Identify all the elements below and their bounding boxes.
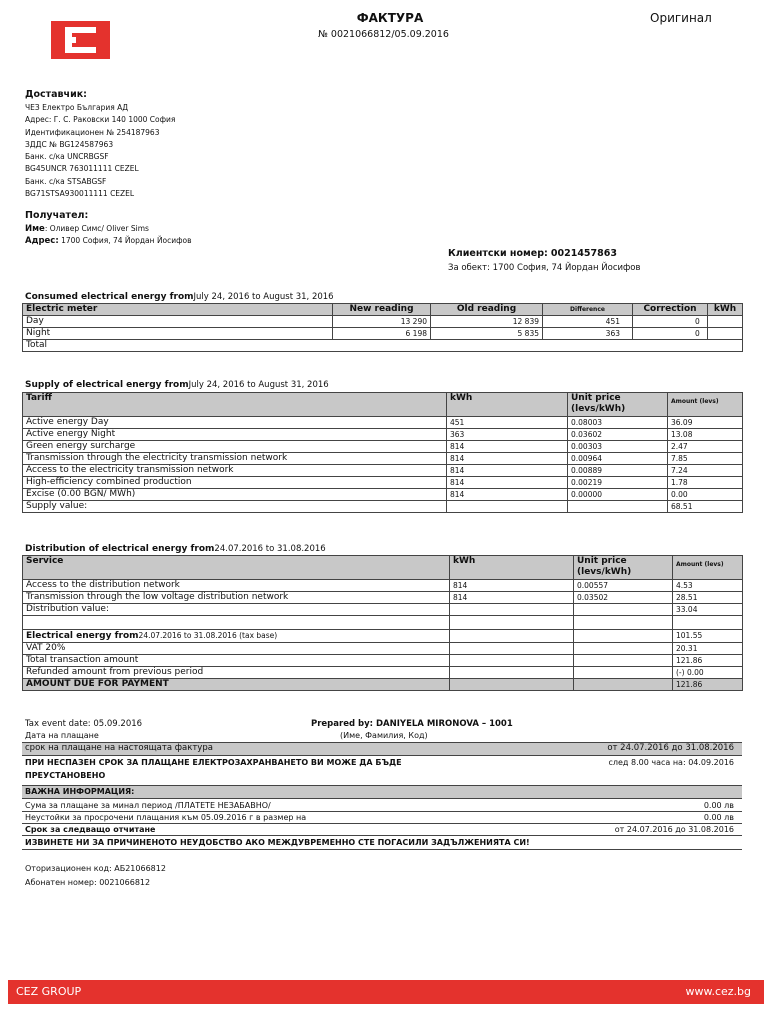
cell: 1.78 <box>668 477 743 489</box>
prev-amount-value: 0.00 лв <box>703 801 734 810</box>
cell: 0.03602 <box>568 429 668 441</box>
table-row <box>23 429 743 441</box>
col-correction: Correction <box>633 304 708 316</box>
cell: 6 198 <box>333 328 431 340</box>
cell: Day <box>23 316 333 328</box>
payment-term-value: от 24.07.2016 до 31.08.2016 <box>607 743 734 753</box>
cell: Active energy Night <box>23 429 447 441</box>
cell <box>333 340 431 352</box>
supplier-line: Адрес: Г. С. Раковски 140 1000 София <box>25 115 176 125</box>
cell: 7.85 <box>668 453 743 465</box>
table-row <box>23 441 743 453</box>
tax-event-date: Tax event date: 05.09.2016 <box>25 719 143 729</box>
cell: 814 <box>447 489 568 501</box>
cell <box>574 630 673 643</box>
col-kwh: kWh <box>447 393 568 417</box>
consumed-title <box>25 292 334 302</box>
client-number <box>448 248 617 259</box>
cell: High-efficiency combined production <box>23 477 447 489</box>
cell <box>574 616 673 630</box>
cell: 13.08 <box>668 429 743 441</box>
consumed-title-bold: Consumed electrical energy from <box>25 292 194 302</box>
col-unit-price-label: Unit price <box>571 393 621 403</box>
tax-base-bold: Electrical energy from <box>26 631 139 641</box>
cell: 2.47 <box>668 441 743 453</box>
table-row <box>23 643 743 655</box>
cell: 0.00219 <box>568 477 668 489</box>
cell <box>633 340 708 352</box>
penalty-row <box>22 812 742 824</box>
cell: 451 <box>543 316 633 328</box>
invoice-title: ФАКТУРА <box>356 11 424 25</box>
warning-line-2: ПРЕУСТАНОВЕНО <box>25 771 106 780</box>
cell: Access to the distribution network <box>23 580 450 592</box>
cell: 0.00557 <box>574 580 673 592</box>
col-unit-price-unit: (levs/kWh) <box>571 404 626 414</box>
supplier-line: Идентификационен № 254187963 <box>25 127 160 137</box>
supplier-line: ЧЕЗ Електро България АД <box>25 103 129 112</box>
warning-text <box>25 756 402 782</box>
cell: 0.00303 <box>568 441 668 453</box>
recipient-name-label: Име <box>25 224 45 234</box>
cez-logo-icon <box>51 21 110 59</box>
footer-bar <box>8 980 764 1004</box>
table-header <box>23 393 743 417</box>
supplier-details <box>25 102 175 200</box>
cell: 68.51 <box>668 501 743 513</box>
recipient-name-value: : Оливер Симс/ Oliver Sims <box>44 224 149 233</box>
cell: Night <box>23 328 333 340</box>
cell <box>450 604 574 616</box>
cell <box>450 616 574 630</box>
cell: 33.04 <box>673 604 743 616</box>
subscriber-number: Абонатен номер: 0021066812 <box>25 878 151 887</box>
consumed-title-period: July 24, 2016 to August 31, 2016 <box>193 292 334 302</box>
supplier-line: BG71STSA930011111 CEZEL <box>25 189 135 199</box>
apology-text: ИЗВИНЕТЕ НИ ЗА ПРИЧИНЕНОТО НЕУДОБСТВО АКО МЕЖДУВРЕМЕННО СТЕ ПОГАСИЛИ ЗАДЪЛЖЕНИЯТА СИ! <box>25 838 530 847</box>
footer-website-link[interactable]: www.cez.bg <box>685 985 751 998</box>
cell: 36.09 <box>668 417 743 429</box>
cell: Supply value: <box>23 501 447 513</box>
cell: 0 <box>633 316 708 328</box>
cell <box>450 679 574 691</box>
cell <box>708 340 743 352</box>
distribution-title <box>25 544 326 554</box>
cell <box>708 328 743 340</box>
supplier-line: BG45UNCR 763011111 CEZEL <box>25 164 139 174</box>
recipient-heading: Получател: <box>25 210 89 221</box>
distribution-table <box>22 555 743 691</box>
cell: Distribution value: <box>23 604 450 616</box>
important-info-heading: ВАЖНА ИНФОРМАЦИЯ: <box>25 787 135 796</box>
cell: (-) 0.00 <box>673 667 743 679</box>
penalty-label: Неустойки за просрочени плащания към 05.09.2016 г в размер на <box>25 813 307 822</box>
cell <box>568 501 668 513</box>
cell: 0.08003 <box>568 417 668 429</box>
warning-value: след 8.00 часа на: 04.09.2016 <box>608 758 734 767</box>
col-tariff: Tariff <box>23 393 447 417</box>
table-row <box>23 667 743 679</box>
table-row <box>23 489 743 501</box>
supply-table <box>22 392 743 513</box>
prev-amount-label: Сума за плащане за минал период /ПЛАТЕТЕ НЕЗАБАВНО/ <box>25 801 271 810</box>
col-unit-price <box>568 393 668 417</box>
table-row <box>23 465 743 477</box>
distribution-title-period: 24.07.2016 to 31.08.2016 <box>214 544 326 554</box>
cell: 814 <box>450 592 574 604</box>
cell: 0.00964 <box>568 453 668 465</box>
table-row <box>23 453 743 465</box>
tax-base-period: 24.07.2016 to 31.08.2016 (tax base) <box>138 631 278 640</box>
table-row <box>23 616 743 630</box>
payment-term-bar <box>22 742 742 756</box>
cell <box>447 501 568 513</box>
col-service: Service <box>23 556 450 580</box>
payment-term-label: срок на плащане на настоящата фактура <box>25 743 213 753</box>
recipient-address-value: 1700 София, 74 Йордан Йосифов <box>58 236 192 245</box>
tax-base-value: 101.55 <box>673 630 743 643</box>
client-number-value: 0021457863 <box>550 248 617 259</box>
cell <box>431 340 543 352</box>
table-row <box>23 592 743 604</box>
table-row <box>23 630 743 643</box>
supplier-heading: Доставчик: <box>25 89 87 100</box>
cell <box>574 655 673 667</box>
col-amount: Amount (levs) <box>673 556 743 580</box>
cell: Transmission through the electricity transmission network <box>23 453 447 465</box>
cell: 12 839 <box>431 316 543 328</box>
col-new-reading: New reading <box>333 304 431 316</box>
cell: 363 <box>447 429 568 441</box>
recipient-name <box>25 223 149 235</box>
table-row <box>23 417 743 429</box>
cell: 451 <box>447 417 568 429</box>
table-header <box>23 304 743 316</box>
cell: Total transaction amount <box>23 655 450 667</box>
cell: 121.86 <box>673 655 743 667</box>
cell: 0.00889 <box>568 465 668 477</box>
col-unit-price-unit: (levs/kWh) <box>577 567 632 577</box>
prepared-by-label: Prepared by <box>311 719 370 729</box>
cell: 0 <box>633 328 708 340</box>
cell <box>708 316 743 328</box>
cell: VAT 20% <box>23 643 450 655</box>
table-row <box>23 604 743 616</box>
original-label: Оригинал <box>650 11 712 25</box>
cell: Excise (0.00 BGN/ MWh) <box>23 489 447 501</box>
cell: Green energy surcharge <box>23 441 447 453</box>
cell: 814 <box>447 477 568 489</box>
apology-row <box>22 837 742 850</box>
next-reading-value: от 24.07.2016 до 31.08.2016 <box>614 825 734 834</box>
cell <box>450 643 574 655</box>
col-difference: Difference <box>543 304 633 316</box>
supply-title <box>25 380 329 390</box>
col-unit-price <box>574 556 673 580</box>
cell <box>450 655 574 667</box>
prev-amount-row <box>22 800 742 812</box>
cell: 20.31 <box>673 643 743 655</box>
cell: 814 <box>450 580 574 592</box>
col-kwh: kWh <box>708 304 743 316</box>
cell: 13 290 <box>333 316 431 328</box>
prepared-by-value: : DANIYELA MIRONOVA – 1001 <box>369 719 513 729</box>
table-row <box>23 316 743 328</box>
cell <box>450 667 574 679</box>
consumed-table <box>22 303 743 352</box>
amount-due-row <box>23 679 743 691</box>
cell <box>543 340 633 352</box>
table-row <box>23 580 743 592</box>
table-row <box>23 328 743 340</box>
cell <box>574 667 673 679</box>
tax-base-label <box>23 630 450 643</box>
cell <box>23 616 450 630</box>
cell: 5 835 <box>431 328 543 340</box>
cell: Access to the electricity transmission network <box>23 465 447 477</box>
warning-block <box>22 756 742 782</box>
cell <box>574 679 673 691</box>
prepared-by <box>311 719 513 729</box>
next-reading-row <box>22 824 742 836</box>
cell <box>673 616 743 630</box>
signature-caption: (Име, Фамилия, Код) <box>340 731 428 740</box>
supplier-line: Банк. с/ка UNCRBGSF <box>25 152 109 162</box>
col-electric-meter: Electric meter <box>23 304 333 316</box>
col-old-reading: Old reading <box>431 304 543 316</box>
cell: 0.03502 <box>574 592 673 604</box>
cell: 814 <box>447 453 568 465</box>
distribution-title-bold: Distribution of electrical energy from <box>25 544 215 554</box>
cell: Total <box>23 340 333 352</box>
col-kwh: kWh <box>450 556 574 580</box>
penalty-value: 0.00 лв <box>703 813 734 822</box>
cell <box>574 643 673 655</box>
cell: 814 <box>447 441 568 453</box>
cell: Transmission through the low voltage distribution network <box>23 592 450 604</box>
payment-date-label: Дата на плащане <box>25 731 99 740</box>
cell: 0.00000 <box>568 489 668 501</box>
recipient-address-label: Адрес: <box>25 236 59 246</box>
col-unit-price-label: Unit price <box>577 556 627 566</box>
supplier-line: Банк. с/ка STSABGSF <box>25 176 107 186</box>
cell: 814 <box>447 465 568 477</box>
col-amount: Amount (levs) <box>668 393 743 417</box>
supply-title-bold: Supply of electrical energy from <box>25 380 189 390</box>
invoice-number: № 0021066812/05.09.2016 <box>318 29 449 40</box>
table-row <box>23 655 743 667</box>
table-row <box>23 501 743 513</box>
table-row <box>23 340 743 352</box>
important-info-bar <box>22 785 742 799</box>
client-site: За обект: 1700 София, 74 Йордан Йосифов <box>448 263 641 273</box>
next-reading-label: Срок за следващо отчитане <box>25 825 156 834</box>
amount-due-label: AMOUNT DUE FOR PAYMENT <box>23 679 450 691</box>
recipient-address <box>25 235 192 247</box>
cell: 7.24 <box>668 465 743 477</box>
cell: Active energy Day <box>23 417 447 429</box>
cell <box>450 630 574 643</box>
amount-due-value: 121.86 <box>673 679 743 691</box>
cell: 28.51 <box>673 592 743 604</box>
cell: 0.00 <box>668 489 743 501</box>
authorization-code: Оторизационен код: АБ21066812 <box>25 864 166 873</box>
footer-brand: CEZ GROUP <box>16 985 82 998</box>
table-row <box>23 477 743 489</box>
cell: Refunded amount from previous period <box>23 667 450 679</box>
cell <box>574 604 673 616</box>
supplier-line: ЗДДС № BG124587963 <box>25 139 114 149</box>
warning-line-1: ПРИ НЕСПАЗЕН СРОК ЗА ПЛАЩАНЕ ЕЛЕКТРОЗАХРАНВАНЕТО ВИ МОЖЕ ДА БЪДЕ <box>25 758 402 767</box>
table-header <box>23 556 743 580</box>
cell: 4.53 <box>673 580 743 592</box>
cell: 363 <box>543 328 633 340</box>
client-number-label: Клиентски номер: <box>448 248 548 259</box>
supply-title-period: July 24, 2016 to August 31, 2016 <box>188 380 329 390</box>
